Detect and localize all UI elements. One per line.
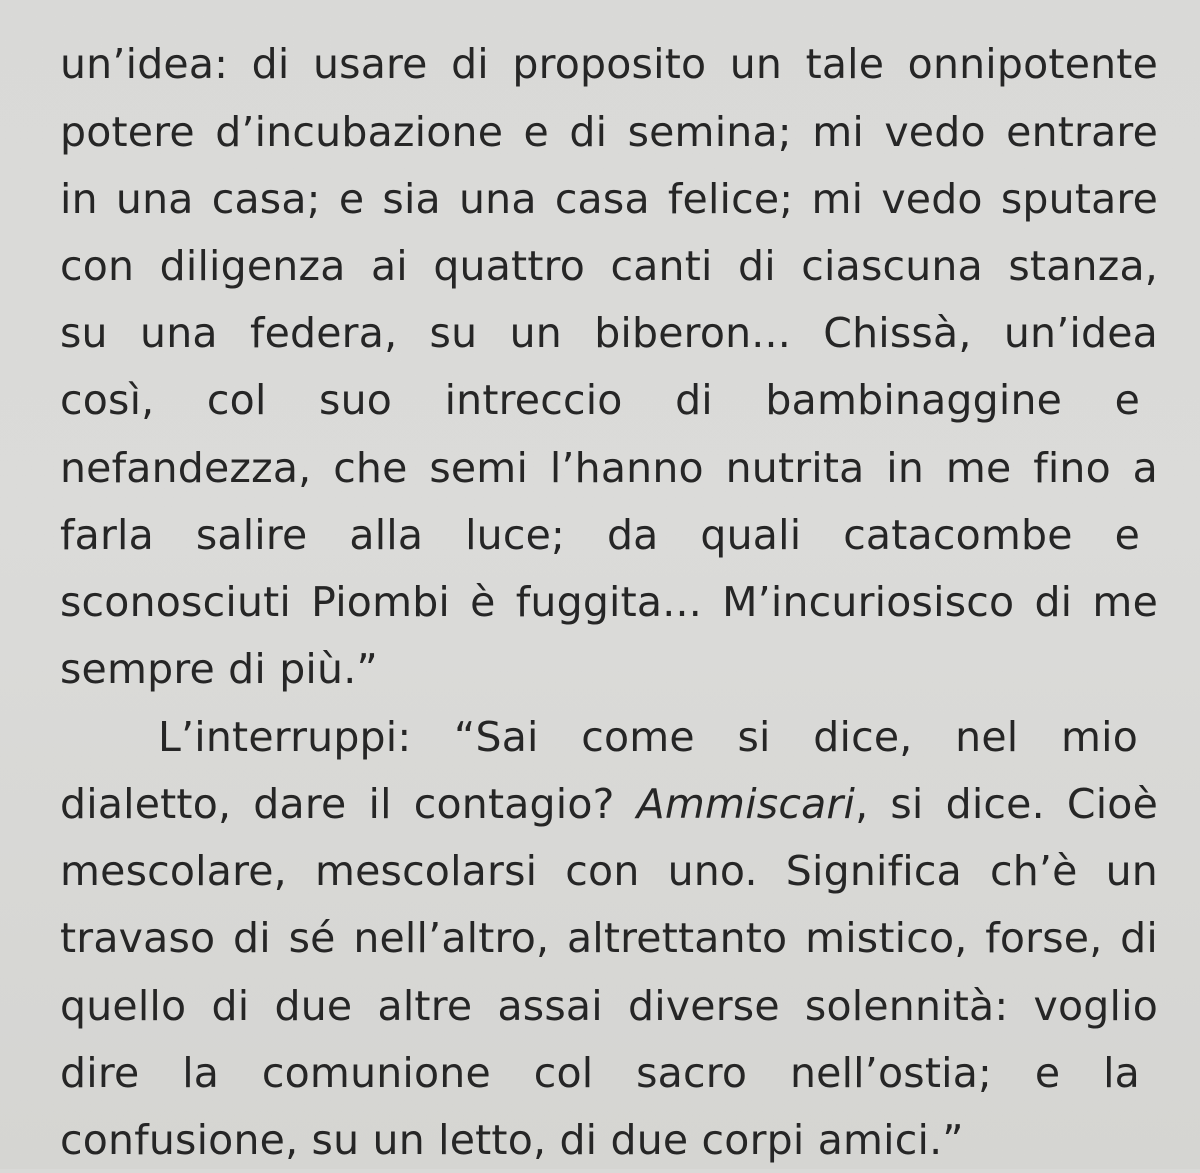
text-line: dire la comunione col sacro nell’ostia; e la [60,1049,1140,1097]
text-line: con diligenza ai quattro canti di ciascuna stanza, [60,242,1158,290]
italic-word: Ammiscari [636,780,856,828]
text-line: nefandezza, che semi l’hanno nutrita in me fino a [60,444,1158,492]
text-line [60,771,1158,837]
text-segment: , si dice. Cioè [855,780,1158,828]
text-line: su una federa, su un biberon... Chissà, un’idea [60,309,1158,357]
text-line: travaso di sé nell’altro, altrettanto mistico, forse, di [60,914,1158,962]
text-line: potere d’incubazione e di semina; mi vedo entrare [60,108,1158,156]
text-line: confusione, su un letto, di due corpi amici.” [60,1116,964,1164]
paragraph-start-line: L’interruppi: “Sai come si dice, nel mio [158,713,1138,761]
text-segment: dialetto, dare il contagio? [60,780,637,828]
text-line: in una casa; e sia una casa felice; mi vedo sputare [60,175,1158,223]
text-line: farla salire alla luce; da quali catacombe e [60,511,1140,559]
text-line: sempre di più.” [60,645,378,693]
text-line: mescolare, mescolarsi con uno. Significa ch’è un [60,847,1158,895]
text-line: quello di due altre assai diverse solennità: voglio [60,982,1158,1030]
text-line: un’idea: di usare di proposito un tale onnipotente [60,40,1158,88]
text-line: così, col suo intreccio di bambinaggine e [60,376,1140,424]
text-line: sconosciuti Piombi è fuggita... M’incuriosisco di me [60,578,1158,626]
